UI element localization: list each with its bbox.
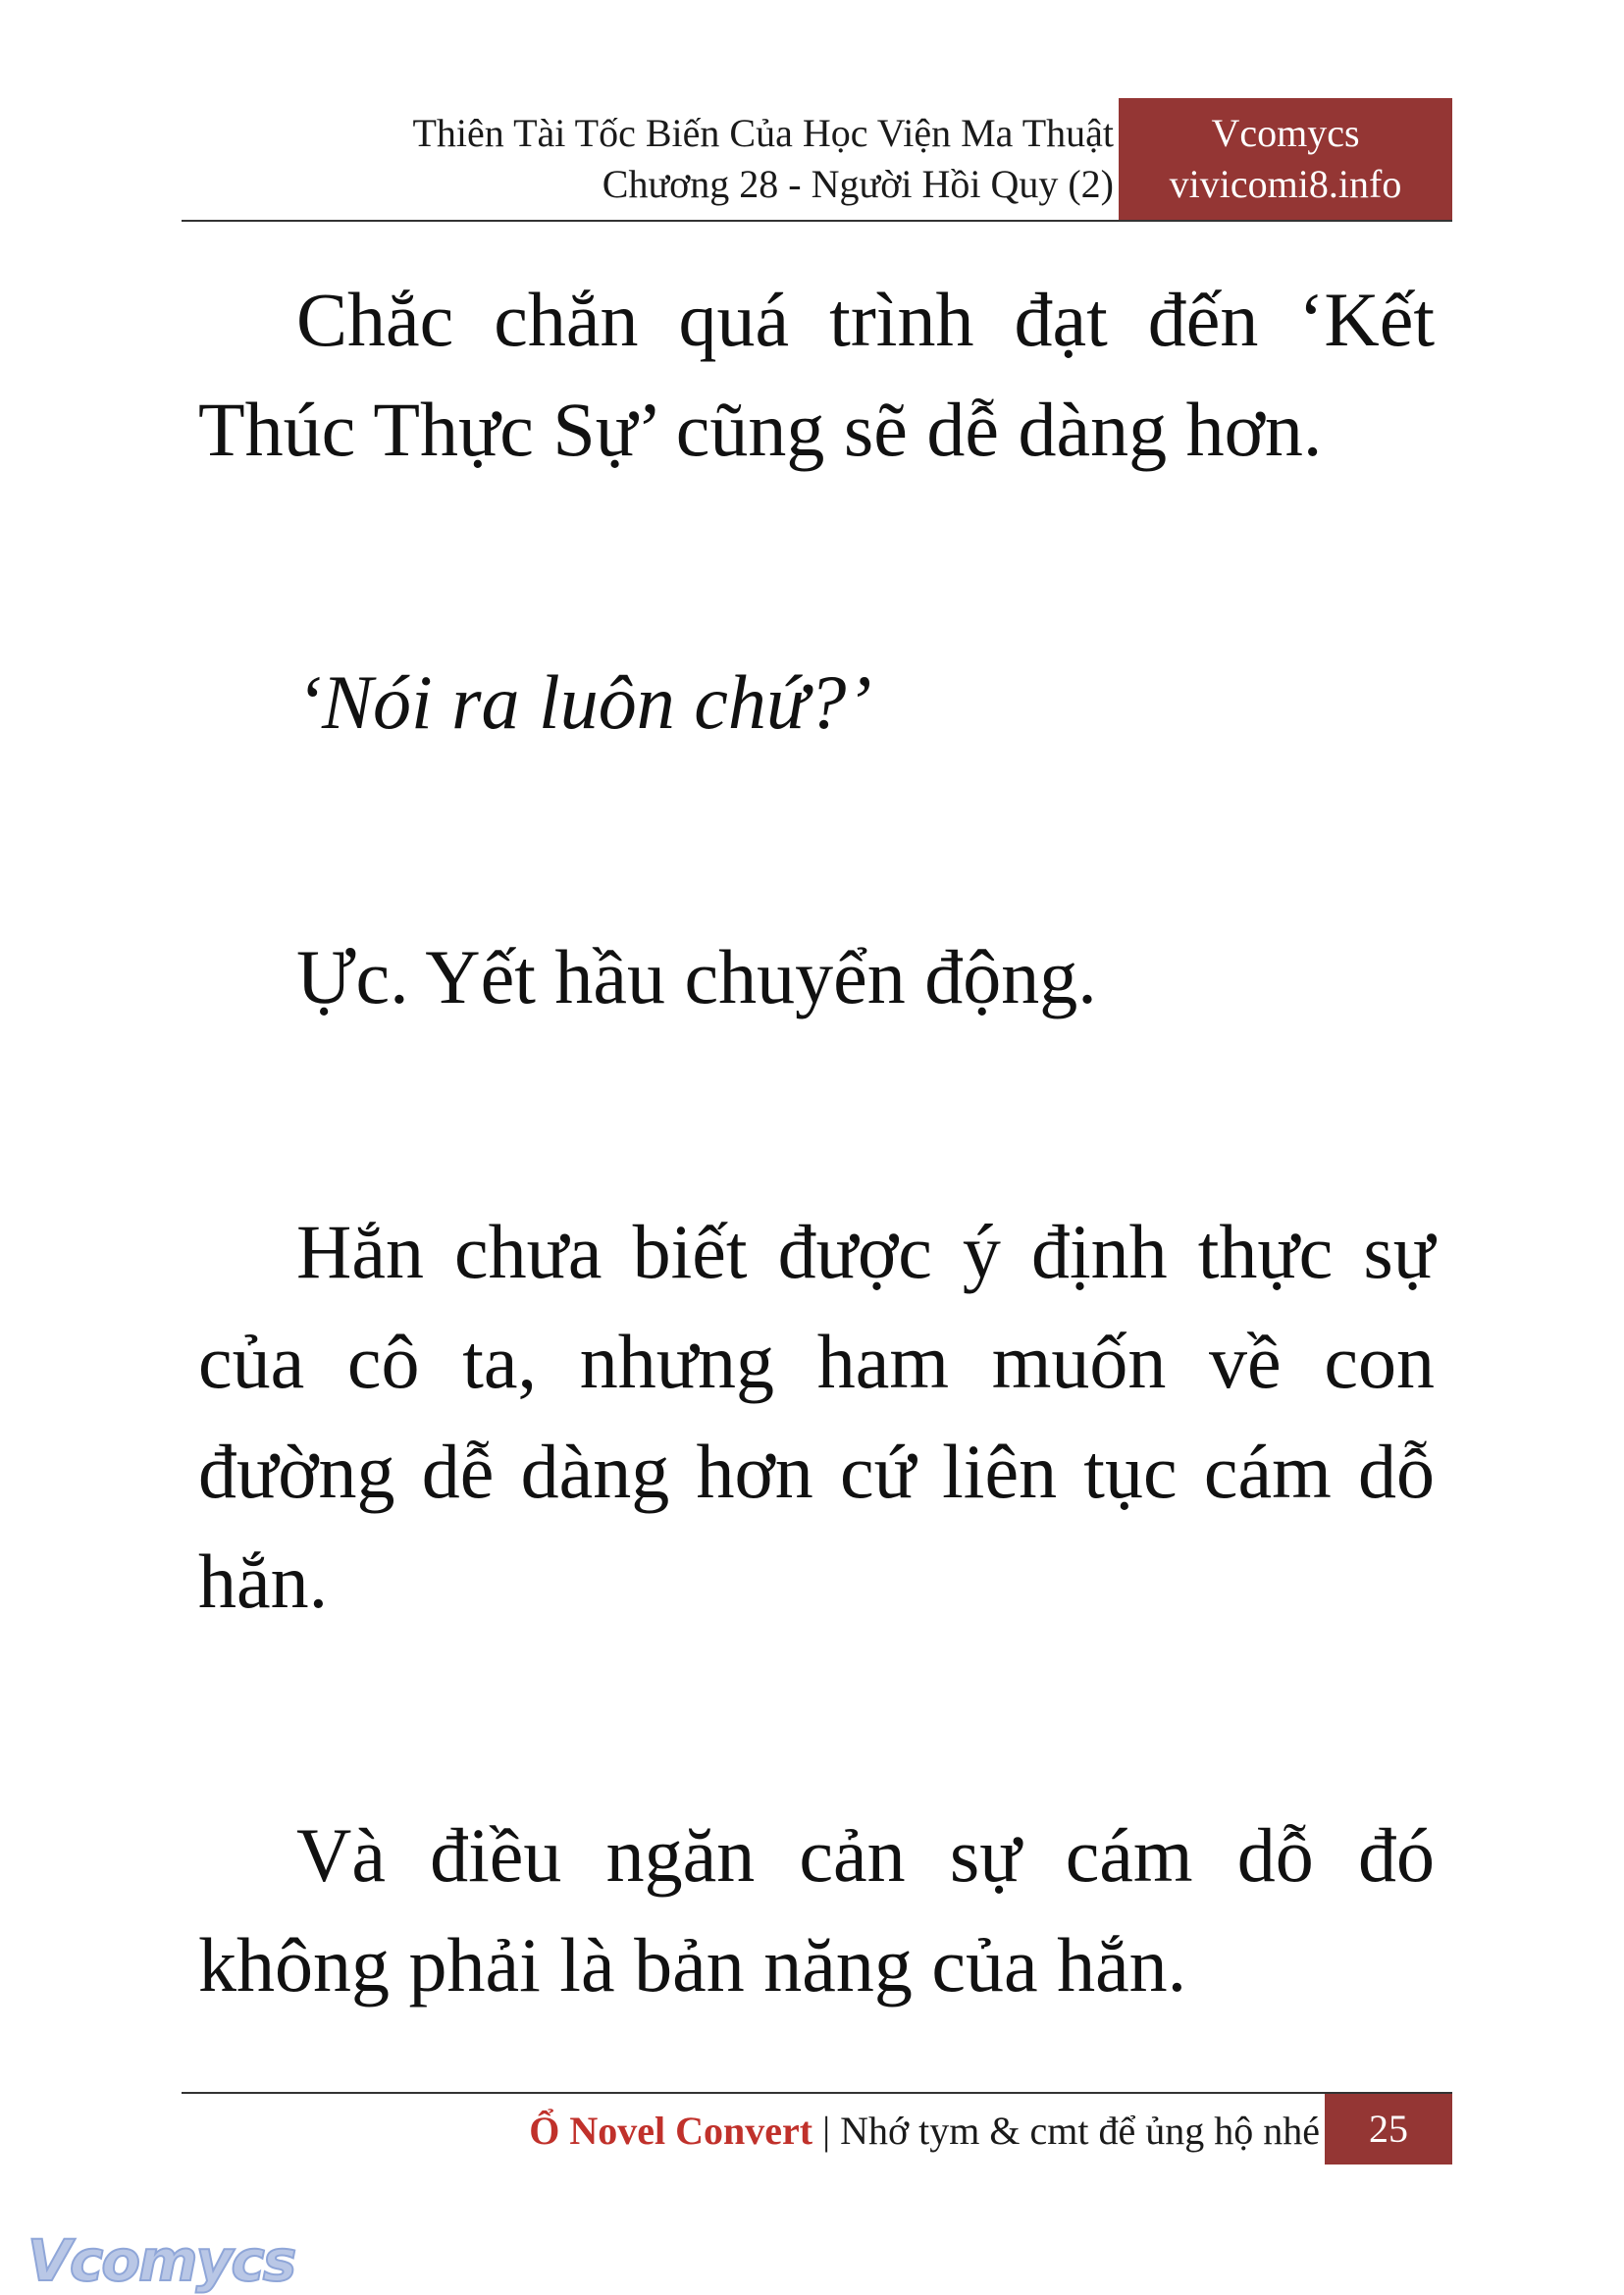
site-badge (1119, 98, 1452, 220)
chapter-title: Chương 28 - Người Hồi Quy (2) (602, 162, 1114, 206)
footer-brand: Ổ Novel Convert (529, 2109, 813, 2153)
footer-text (529, 2106, 1320, 2157)
site-name: Vcomycs (1211, 111, 1360, 155)
paragraph-5: Và điều ngăn cản sự cám dỗ đó không phải là bản năng của hắn. (198, 1812, 1435, 2008)
paragraph-3: Ực. Yết hầu chuyển động. (296, 934, 1097, 1019)
page-number: 25 (1325, 2094, 1452, 2165)
watermark-logo: Vcomycs (27, 2227, 295, 2294)
book-title: Thiên Tài Tốc Biến Của Học Viện Ma Thuật (412, 111, 1114, 155)
paragraph-4: Hắn chưa biết được ý định thực sự của cô ta, nhưng ham muốn về con đường dễ dàng hơn cứ liên tục cám dỗ hắn. (198, 1209, 1435, 1624)
page-footer (182, 2092, 1452, 2165)
paragraph-1: Chắc chắn quá trình đạt đến ‘Kết Thúc Thực Sự’ cũng sẽ dễ dàng hơn. (198, 277, 1435, 472)
footer-separator: | (812, 2109, 841, 2153)
header-title-block (413, 108, 1115, 210)
paragraph-2-thought: ‘Nói ra luôn chứ?’ (296, 659, 872, 745)
footer-message: Nhớ tym & cmt để ủng hộ nhé (840, 2109, 1320, 2153)
site-url: vivicomi8.info (1169, 162, 1402, 206)
page-header (182, 98, 1452, 222)
